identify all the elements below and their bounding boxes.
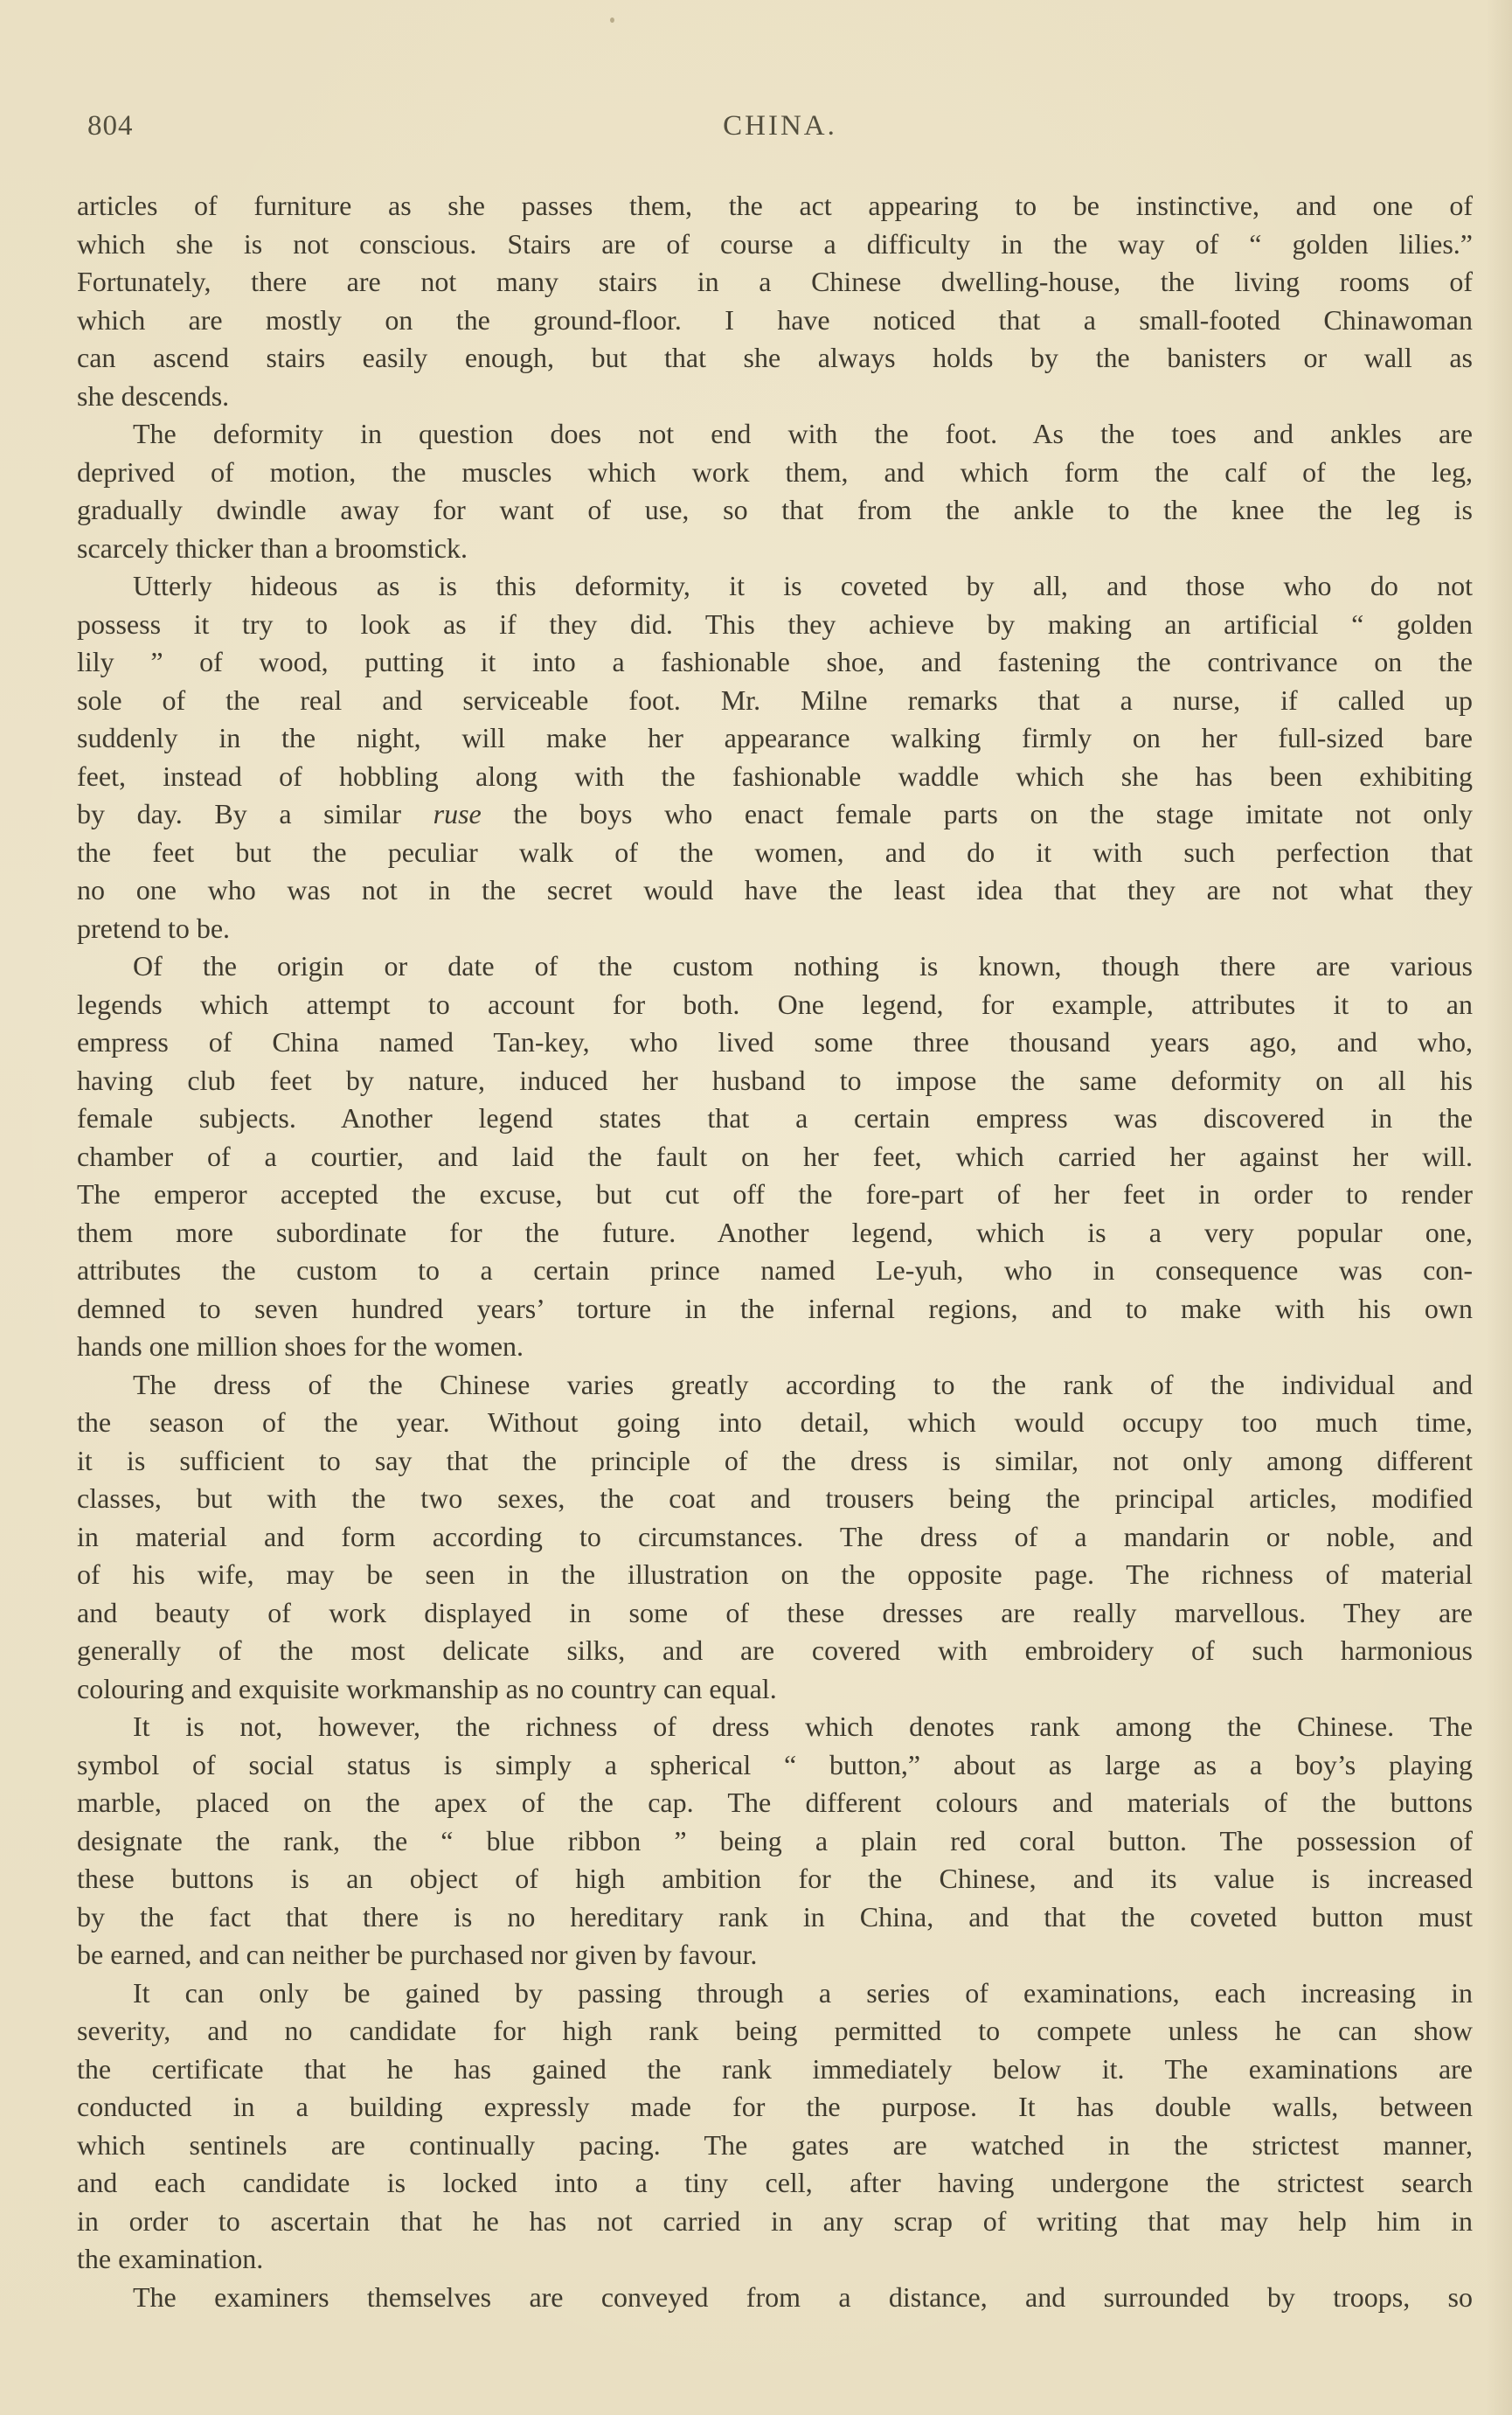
text-line: possess it try to look as if they did. This they achieve by making an artificial “ golden xyxy=(77,607,1473,640)
text-line: sole of the real and serviceable foot. Mr. Milne remarks that a nurse, if called up xyxy=(77,684,1473,716)
paragraph xyxy=(77,567,1473,947)
text-line: chamber of a courtier, and laid the fault on her feet, which carried her against her will. xyxy=(77,1140,1473,1172)
text-line: them more subordinate for the future. Another legend, which is a very popular one, xyxy=(77,1216,1473,1248)
text-line: the examination. xyxy=(77,2243,264,2274)
text-line: these buttons is an object of high ambition for the Chinese, and its value is increased xyxy=(77,1863,1473,1894)
text-line: and beauty of work displayed in some of these dresses are really marvellous. They are xyxy=(77,1596,1473,1628)
text-line: it is sufficient to say that the principle of the dress is similar, not only among different xyxy=(77,1444,1473,1476)
text-line: legends which attempt to account for both. One legend, for example, attributes it to an xyxy=(77,988,1473,1020)
text-line: Utterly hideous as is this deformity, it is coveted by all, and those who do not xyxy=(133,570,1473,601)
text-line: by day. By a similar ruse the boys who enact female parts on the stage imitate not only xyxy=(77,798,1474,829)
page-number: 804 xyxy=(87,110,134,142)
text-line: symbol of social status is simply a spherical “ button,” about as large as a boy’s playing xyxy=(77,1748,1473,1780)
text-line: conducted in a building expressly made for the purpose. It has double walls, between xyxy=(77,2091,1473,2122)
text-line: deprived of motion, the muscles which work them, and which form the calf of the leg, xyxy=(77,455,1473,488)
paragraph xyxy=(77,1708,1473,1974)
text-line: female subjects. Another legend states that a certain empress was discovered in the xyxy=(77,1102,1473,1134)
paragraph xyxy=(77,947,1473,1366)
text-line: The dress of the Chinese varies greatly according to the rank of the individual and xyxy=(133,1368,1473,1400)
text-line: The deformity in question does not end with the foot. As the toes and ankles are xyxy=(133,418,1473,449)
text-line: in order to ascertain that he has not carried in any scrap of writing that may help him in xyxy=(77,2204,1473,2237)
text-line: the season of the year. Without going into detail, which would occupy too much time, xyxy=(77,1406,1473,1438)
text-line: severity, and no candidate for high rank being permitted to compete unless he can show xyxy=(77,2015,1473,2046)
paragraph xyxy=(77,187,1473,415)
text-line: attributes the custom to a certain prince named Le-yuh, who in consequence was con- xyxy=(77,1254,1473,1286)
text-line: The examiners themselves are conveyed from a distance, and surrounded by troops, so xyxy=(133,2280,1473,2313)
text-line: suddenly in the night, will make her appearance walking firmly on her full-sized bare xyxy=(77,722,1473,753)
text-line: marble, placed on the apex of the cap. The different colours and materials of the buttons xyxy=(77,1787,1473,1818)
running-head xyxy=(87,110,1473,150)
text-line: having club feet by nature, induced her husband to impose the same deformity on all his xyxy=(77,1064,1473,1096)
text-line: can ascend stairs easily enough, but that she always holds by the banisters or wall as xyxy=(77,342,1473,373)
text-line: in material and form according to circumstances. The dress of a mandarin or noble, and xyxy=(77,1520,1473,1552)
text-line: empress of China named Tan-key, who lived some three thousand years ago, and who, xyxy=(77,1026,1473,1058)
text-line: feet, instead of hobbling along with the fashionable waddle which she has been exhibiting xyxy=(77,760,1473,792)
paragraph xyxy=(77,1974,1473,2279)
paper-speck xyxy=(610,17,614,23)
text-line: designate the rank, the “ blue ribbon ” being a plain red coral button. The possession of xyxy=(77,1824,1473,1856)
text-line: colouring and exquisite workmanship as no country can equal. xyxy=(77,1672,777,1704)
text-line: which are mostly on the ground-floor. I have noticed that a small-footed Chinawoman xyxy=(77,303,1473,336)
text-line: scarcely thicker than a broomstick. xyxy=(77,531,468,564)
text-line: and each candidate is locked into a tiny cell, after having undergone the strictest search xyxy=(77,2167,1473,2198)
text-line: which sentinels are continually pacing. The gates are watched in the strictest manner, xyxy=(77,2128,1473,2161)
text-line: she descends. xyxy=(77,379,230,412)
italic-word: ruse xyxy=(433,798,482,829)
text-line: demned to seven hundred years’ torture in the infernal regions, and to make with his own xyxy=(77,1292,1473,1324)
text-line: the feet but the peculiar walk of the women, and do it with such perfection that xyxy=(77,836,1473,868)
text-line: gradually dwindle away for want of use, so that from the ankle to the knee the leg is xyxy=(77,494,1473,525)
text-line: Fortunately, there are not many stairs in a Chinese dwelling-house, the living rooms of xyxy=(77,266,1473,297)
text-line: It can only be gained by passing through a series of examinations, each increasing in xyxy=(133,1976,1473,2009)
text-line: no one who was not in the secret would have the least idea that they are not what they xyxy=(77,874,1473,906)
paragraph xyxy=(77,415,1473,567)
paragraph xyxy=(77,2279,1473,2317)
page-edge-shadow xyxy=(1486,0,1512,2415)
body-text xyxy=(77,187,1473,2316)
text-line: It is not, however, the richness of dress which denotes rank among the Chinese. The xyxy=(133,1711,1473,1742)
text-line: Of the origin or date of the custom nothing is known, though there are various xyxy=(133,950,1473,982)
text-line: generally of the most delicate silks, and are covered with embroidery of such harmonious xyxy=(77,1634,1473,1666)
text-line: articles of furniture as she passes them, the act appearing to be instinctive, and one of xyxy=(77,190,1473,221)
text-line: lily ” of wood, putting it into a fashionable shoe, and fastening the contrivance on the xyxy=(77,646,1473,677)
text-line: of his wife, may be seen in the illustration on the opposite page. The richness of material xyxy=(77,1558,1473,1590)
text-line: The emperor accepted the excuse, but cut off the fore-part of her feet in order to render xyxy=(77,1178,1473,1210)
running-title: CHINA. xyxy=(723,110,837,142)
paragraph xyxy=(77,1366,1473,1709)
text-line: be earned, and can neither be purchased nor given by favour. xyxy=(77,1939,758,1970)
text-line: which she is not conscious. Stairs are of course a difficulty in the way of “ golden lilies.” xyxy=(77,227,1473,260)
text-line: by the fact that there is no hereditary rank in China, and that the coveted button must xyxy=(77,1900,1473,1933)
text-line: hands one million shoes for the women. xyxy=(77,1330,524,1362)
text-line: the certificate that he has gained the rank immediately below it. The examinations are xyxy=(77,2052,1473,2085)
text-line: pretend to be. xyxy=(77,912,231,944)
text-line: classes, but with the two sexes, the coat and trousers being the principal articles, modified xyxy=(77,1482,1473,1514)
